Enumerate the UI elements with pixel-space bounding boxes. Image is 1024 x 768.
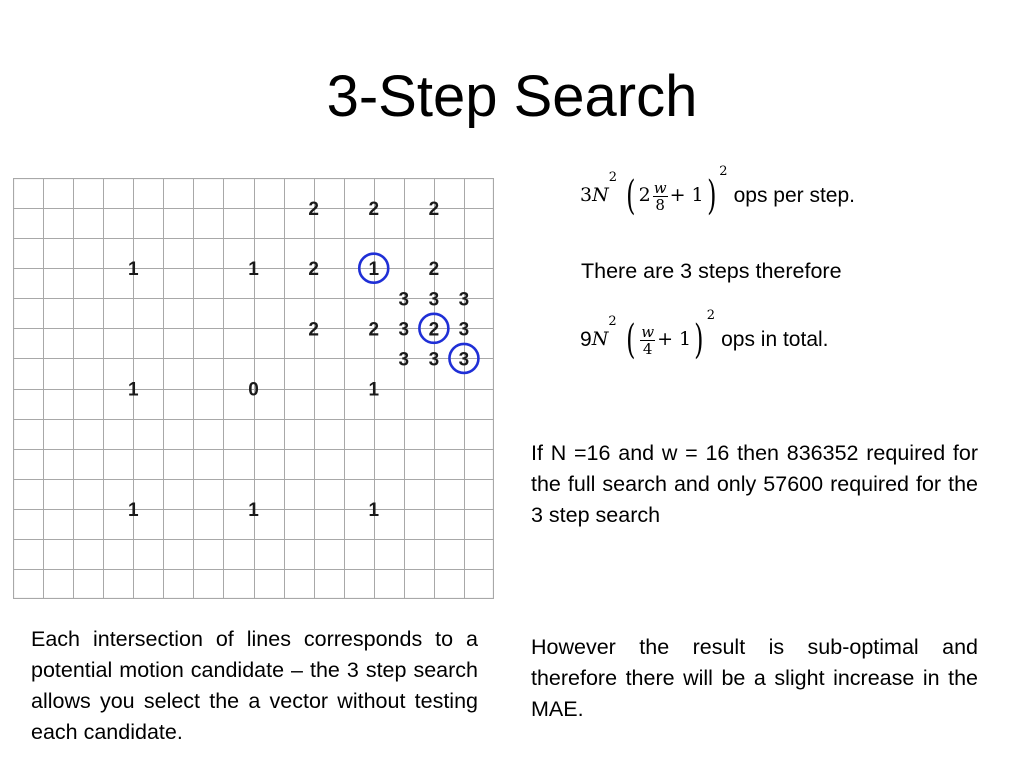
formula1-var: N	[592, 184, 609, 206]
step-label: 2	[308, 199, 319, 221]
step-label: 1	[368, 499, 380, 521]
formula1-rparen: )	[706, 173, 717, 219]
formula2-frac-num: w	[641, 322, 655, 341]
step-label: 1	[127, 499, 139, 521]
step-label: 3	[428, 349, 440, 371]
steps-text: There are 3 steps therefore	[581, 259, 842, 283]
step-label: 1	[127, 259, 139, 281]
step-label: 3	[458, 349, 470, 371]
formula2-frac-den: 4	[642, 339, 653, 358]
formula-ops-total	[580, 308, 829, 363]
step-label: 2	[368, 199, 380, 221]
step-label: 3	[398, 349, 410, 371]
formula1-exp: 2	[608, 170, 617, 185]
step-label: 2	[308, 259, 319, 281]
search-grid-svg	[13, 178, 494, 599]
formula2-lparen: (	[625, 317, 636, 363]
step-label: 3	[398, 319, 410, 341]
formula2-plus-one: + 1	[657, 328, 692, 350]
formula1-frac-den: 8	[655, 195, 665, 214]
formula1-lparen: (	[626, 173, 636, 219]
step-label: 2	[368, 319, 380, 341]
step-label: 1	[368, 379, 380, 401]
formula2-suffix: ops in total.	[721, 328, 829, 351]
formula2-rparen: )	[694, 317, 704, 363]
formula1-coef: 3	[580, 184, 593, 206]
formula1-outer-exp: 2	[719, 164, 728, 179]
formula1-frac-num: w	[653, 178, 667, 197]
step-label: 1	[248, 259, 259, 281]
step-label: 1	[368, 259, 380, 281]
step-label: 2	[428, 259, 440, 281]
step-label: 2	[308, 319, 319, 341]
formula-ops-per-step	[580, 164, 855, 219]
formula1-suffix: ops per step.	[733, 184, 855, 207]
formula1-fraction	[653, 180, 668, 213]
step-label: 3	[428, 289, 440, 311]
step-label: 2	[428, 319, 440, 341]
comparison-text: If N =16 and w = 16 then 836352 required for the full search and only 57600 required for the 3 step search	[531, 441, 978, 527]
step-label: 3	[398, 289, 410, 311]
grid-caption: Each intersection of lines corresponds to a potential motion candidate – the 3 step search allows you select the a vector without testing each candidate.	[31, 627, 478, 744]
step-label: 2	[428, 199, 440, 221]
step-label: 1	[248, 499, 259, 521]
suboptimal-text: However the result is sub-optimal and therefore there will be a slight increase in the MAE.	[531, 635, 978, 721]
formula2-exp: 2	[608, 314, 617, 329]
search-grid	[13, 178, 494, 599]
formula1-inner-coef: 2	[638, 184, 651, 206]
step-label: 1	[127, 379, 139, 401]
step-label: 3	[458, 319, 470, 341]
step-label: 0	[248, 379, 259, 401]
slide-title: 3-Step Search	[326, 64, 698, 129]
formula2-outer-exp: 2	[706, 308, 716, 323]
step-label: 3	[458, 289, 470, 311]
formula2-fraction	[640, 324, 655, 357]
formula1-plus-one: + 1	[669, 184, 704, 206]
formula2-coef: 9	[580, 328, 592, 351]
formula2-var: N	[591, 328, 609, 350]
